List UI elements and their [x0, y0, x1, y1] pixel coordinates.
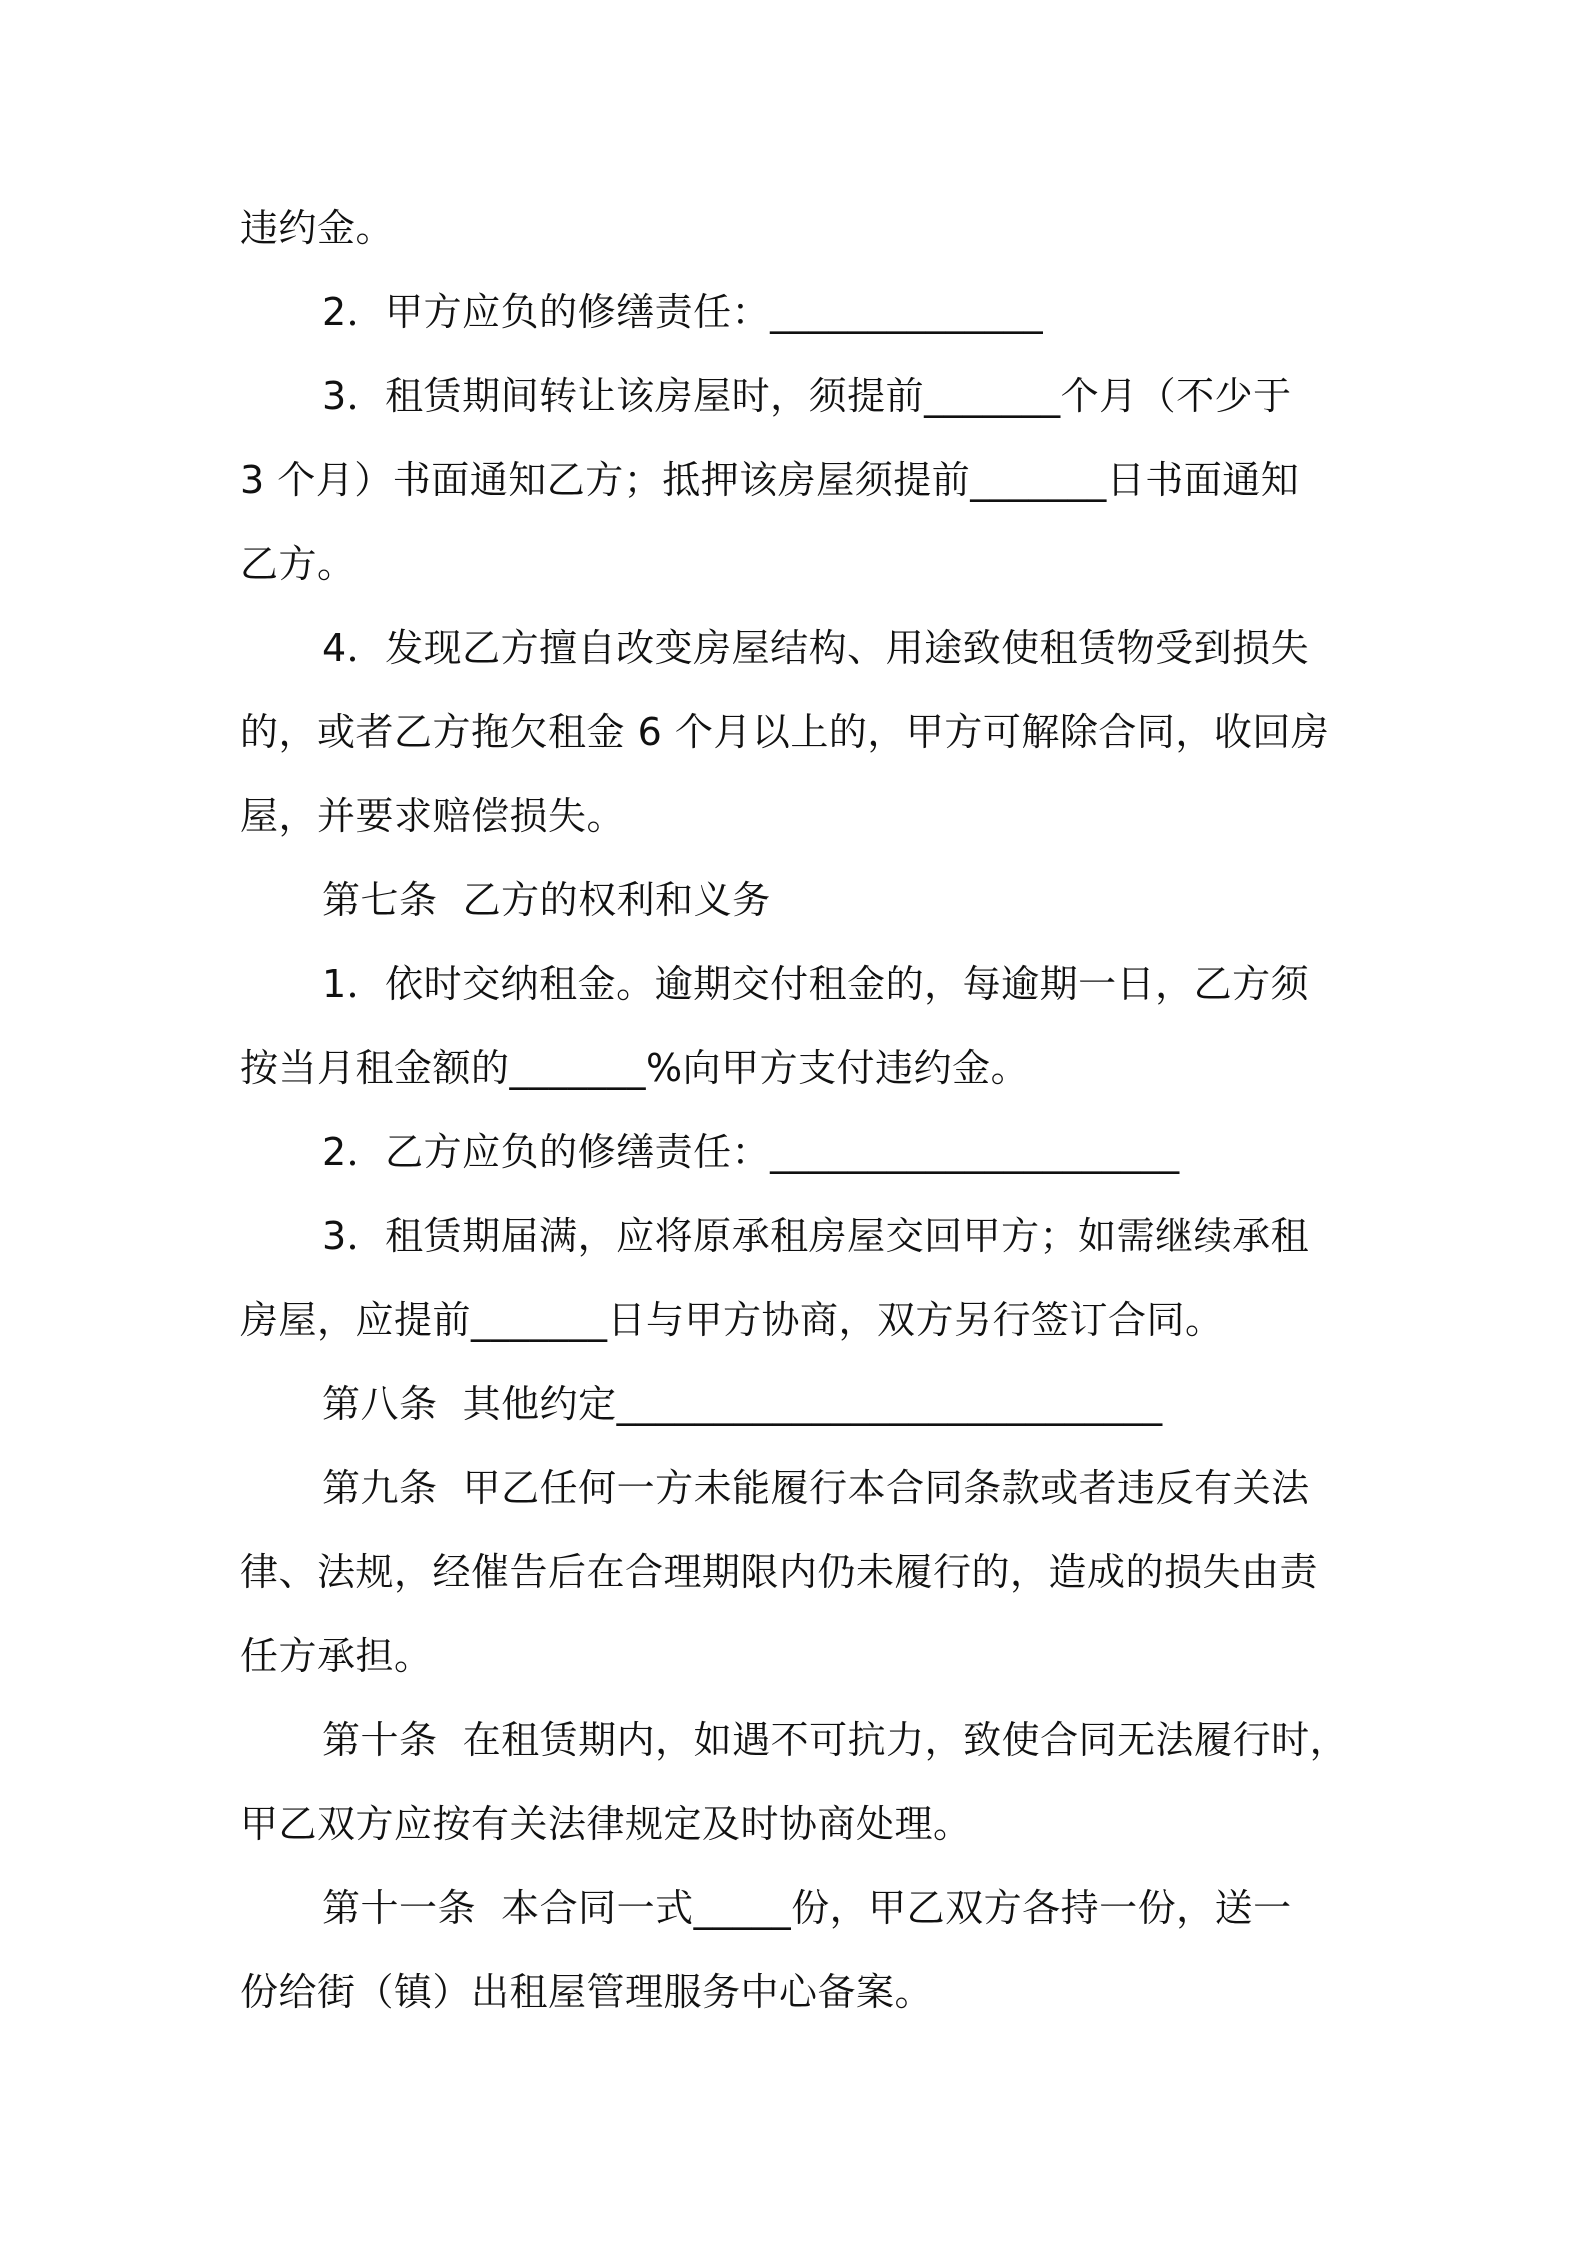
text-line-17: 律、法规，经催告后在合理期限内仍未履行的，造成的损失由责	[240, 1550, 1319, 1594]
text-line-3: 3．租赁期间转让该房屋时，须提前_______个月（不少于	[322, 374, 1292, 418]
text-line-5: 乙方。	[240, 542, 356, 586]
text-line-12: 2．乙方应负的修缮责任：_____________________	[322, 1130, 1180, 1174]
text-line-2: 2．甲方应负的修缮责任：______________	[322, 290, 1044, 334]
text-line-14: 房屋，应提前_______日与甲方协商，双方另行签订合同。	[240, 1298, 1224, 1342]
text-line-7: 的，或者乙方拖欠租金 6 个月以上的，甲方可解除合同，收回房	[240, 710, 1330, 754]
text-line-6: 4．发现乙方擅自改变房屋结构、用途致使租赁物受到损失	[322, 626, 1310, 670]
text-line-13: 3．租赁期届满，应将原承租房屋交回甲方；如需继续承租	[322, 1214, 1310, 1258]
text-line-18: 任方承担。	[240, 1634, 433, 1678]
text-line-4: 3 个月）书面通知乙方；抵押该房屋须提前_______日书面通知	[240, 458, 1300, 502]
section-heading-article-10: 第十条 在租赁期内，如遇不可抗力，致使合同无法履行时，	[322, 1718, 1349, 1762]
text-line-8: 屋，并要求赔偿损失。	[240, 794, 626, 838]
section-heading-article-8: 第八条 其他约定____________________________	[322, 1382, 1163, 1426]
text-line-22: 份给街（镇）出租屋管理服务中心备案。	[240, 1970, 934, 2014]
section-heading-article-11: 第十一条 本合同一式_____份，甲乙双方各持一份，送一	[322, 1886, 1292, 1930]
text-line-11: 按当月租金额的_______%向甲方支付违约金。	[240, 1046, 1030, 1090]
text-line-20: 甲乙双方应按有关法律规定及时协商处理。	[240, 1802, 972, 1846]
section-heading-article-7: 第七条 乙方的权利和义务	[322, 878, 771, 922]
text-line-10: 1．依时交纳租金。逾期交付租金的，每逾期一日，乙方须	[322, 962, 1310, 1006]
text-line-1: 违约金。	[240, 206, 395, 250]
section-heading-article-9: 第九条 甲乙任何一方未能履行本合同条款或者违反有关法	[322, 1466, 1310, 1510]
